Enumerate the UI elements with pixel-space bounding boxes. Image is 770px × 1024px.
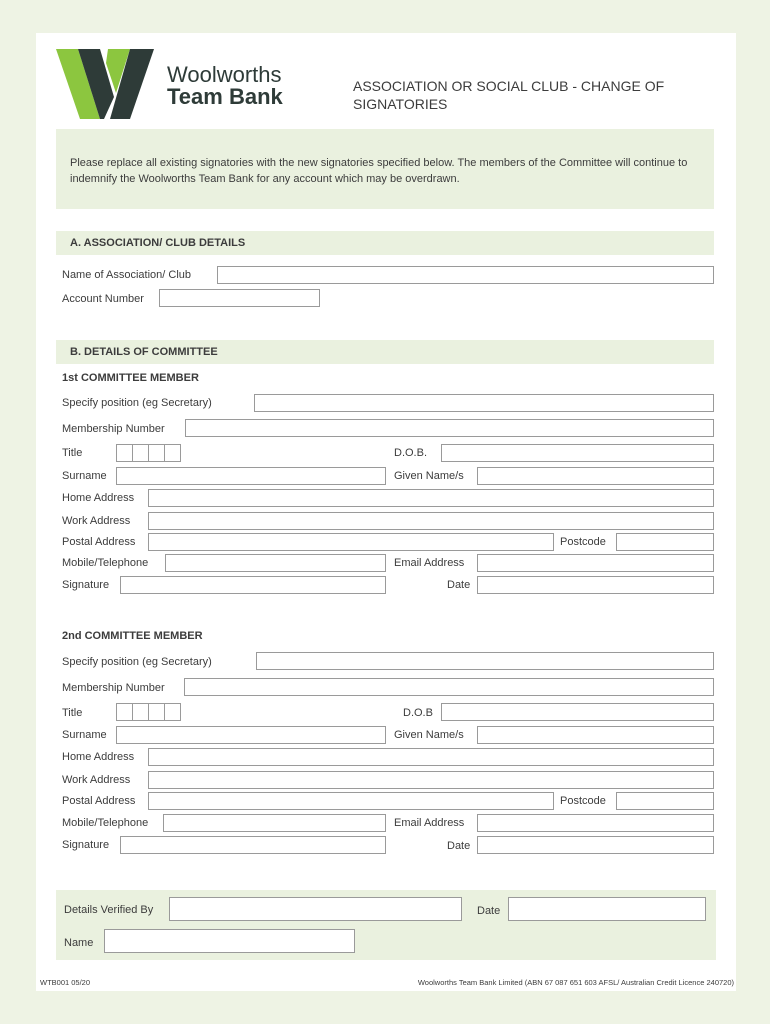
verify-name-label: Name <box>64 937 94 949</box>
account-number-label: Account Number <box>62 293 144 305</box>
form-title: ASSOCIATION OR SOCIAL CLUB - CHANGE OF SIGNATORIES <box>353 78 665 112</box>
section-b-title: B. DETAILS OF COMMITTEE <box>70 346 218 358</box>
verified-by-field[interactable] <box>169 897 462 921</box>
member1-home-field[interactable] <box>148 489 714 507</box>
member1-email-field[interactable] <box>477 554 714 572</box>
member2-mobile-field[interactable] <box>163 814 386 832</box>
verify-date-label: Date <box>477 905 501 917</box>
member2-work-field[interactable] <box>148 771 714 789</box>
member2-membership-label: Membership Number <box>62 682 165 694</box>
member1-work-label: Work Address <box>62 515 131 527</box>
member1-postal-label: Postal Address <box>62 536 136 548</box>
member2-position-field[interactable] <box>256 652 714 670</box>
member2-postcode-label: Postcode <box>560 795 606 807</box>
member1-postcode-field[interactable] <box>616 533 714 551</box>
association-name-label: Name of Association/ Club <box>62 269 192 281</box>
member1-title-field[interactable] <box>116 444 180 462</box>
member1-heading: 1st COMMITTEE MEMBER <box>62 372 199 384</box>
member1-signature-label: Signature <box>62 579 110 591</box>
section-a-title: A. ASSOCIATION/ CLUB DETAILS <box>70 237 246 249</box>
member1-date-label: Date <box>447 579 471 591</box>
legal-footer: Woolworths Team Bank Limited (ABN 67 087 651 603 AFSL/ Australian Credit Licence 240720) <box>417 978 734 987</box>
member1-date-field[interactable] <box>477 576 714 594</box>
member2-home-field[interactable] <box>148 748 714 766</box>
member2-postal-field[interactable] <box>148 792 554 810</box>
member2-email-field[interactable] <box>477 814 714 832</box>
member1-work-field[interactable] <box>148 512 714 530</box>
member1-email-label: Email Address <box>394 557 465 569</box>
form-code: WTB001 05/20 <box>40 978 91 987</box>
member2-signature-label: Signature <box>62 839 110 851</box>
member2-home-label: Home Address <box>62 751 135 763</box>
member2-dob-label: D.O.B <box>403 707 433 719</box>
member1-dob-label: D.O.B. <box>394 447 428 459</box>
member1-mobile-field[interactable] <box>165 554 386 572</box>
member2-mobile-label: Mobile/Telephone <box>62 817 149 829</box>
member2-title-field[interactable] <box>116 703 180 721</box>
intro-text: Please replace all existing signatories with the new signatories specified below. The members of the Committee will continue to indemnify the Woolworths Team Bank for any account which may be overdrawn. <box>70 157 688 185</box>
member2-dob-field[interactable] <box>441 703 714 721</box>
verified-by-label: Details Verified By <box>64 904 154 916</box>
member1-position-label: Specify position (eg Secretary) <box>62 397 212 409</box>
brand-name-line1: Woolworths <box>167 62 282 87</box>
member2-position-label: Specify position (eg Secretary) <box>62 656 212 668</box>
member1-given-field[interactable] <box>477 467 714 485</box>
member2-email-label: Email Address <box>394 817 465 829</box>
association-name-field[interactable] <box>217 266 714 284</box>
member1-signature-field[interactable] <box>120 576 386 594</box>
member2-date-label: Date <box>447 840 471 852</box>
member1-home-label: Home Address <box>62 492 135 504</box>
member2-date-field[interactable] <box>477 836 714 854</box>
member1-given-label: Given Name/s <box>394 470 464 482</box>
member2-given-label: Given Name/s <box>394 729 464 741</box>
account-number-field[interactable] <box>159 289 320 307</box>
member1-dob-field[interactable] <box>441 444 714 462</box>
member1-postcode-label: Postcode <box>560 536 606 548</box>
member1-surname-label: Surname <box>62 470 107 482</box>
member2-surname-field[interactable] <box>116 726 386 744</box>
member1-membership-field[interactable] <box>185 419 714 437</box>
member1-membership-label: Membership Number <box>62 423 165 435</box>
member2-signature-field[interactable] <box>120 836 386 854</box>
woolworths-logo-icon <box>56 49 164 119</box>
member1-surname-field[interactable] <box>116 467 386 485</box>
member2-postal-label: Postal Address <box>62 795 136 807</box>
member1-postal-field[interactable] <box>148 533 554 551</box>
member1-mobile-label: Mobile/Telephone <box>62 557 149 569</box>
member2-work-label: Work Address <box>62 774 131 786</box>
form-page <box>36 33 736 991</box>
member2-surname-label: Surname <box>62 729 107 741</box>
member2-postcode-field[interactable] <box>616 792 714 810</box>
member2-given-field[interactable] <box>477 726 714 744</box>
verify-name-field[interactable] <box>104 929 355 953</box>
member2-membership-field[interactable] <box>184 678 714 696</box>
verify-date-field[interactable] <box>508 897 706 921</box>
member1-title-label: Title <box>62 447 83 459</box>
brand-name-line2: Team Bank <box>167 84 283 109</box>
member2-title-label: Title <box>62 707 83 719</box>
member2-heading: 2nd COMMITTEE MEMBER <box>62 630 203 642</box>
member1-position-field[interactable] <box>254 394 714 412</box>
